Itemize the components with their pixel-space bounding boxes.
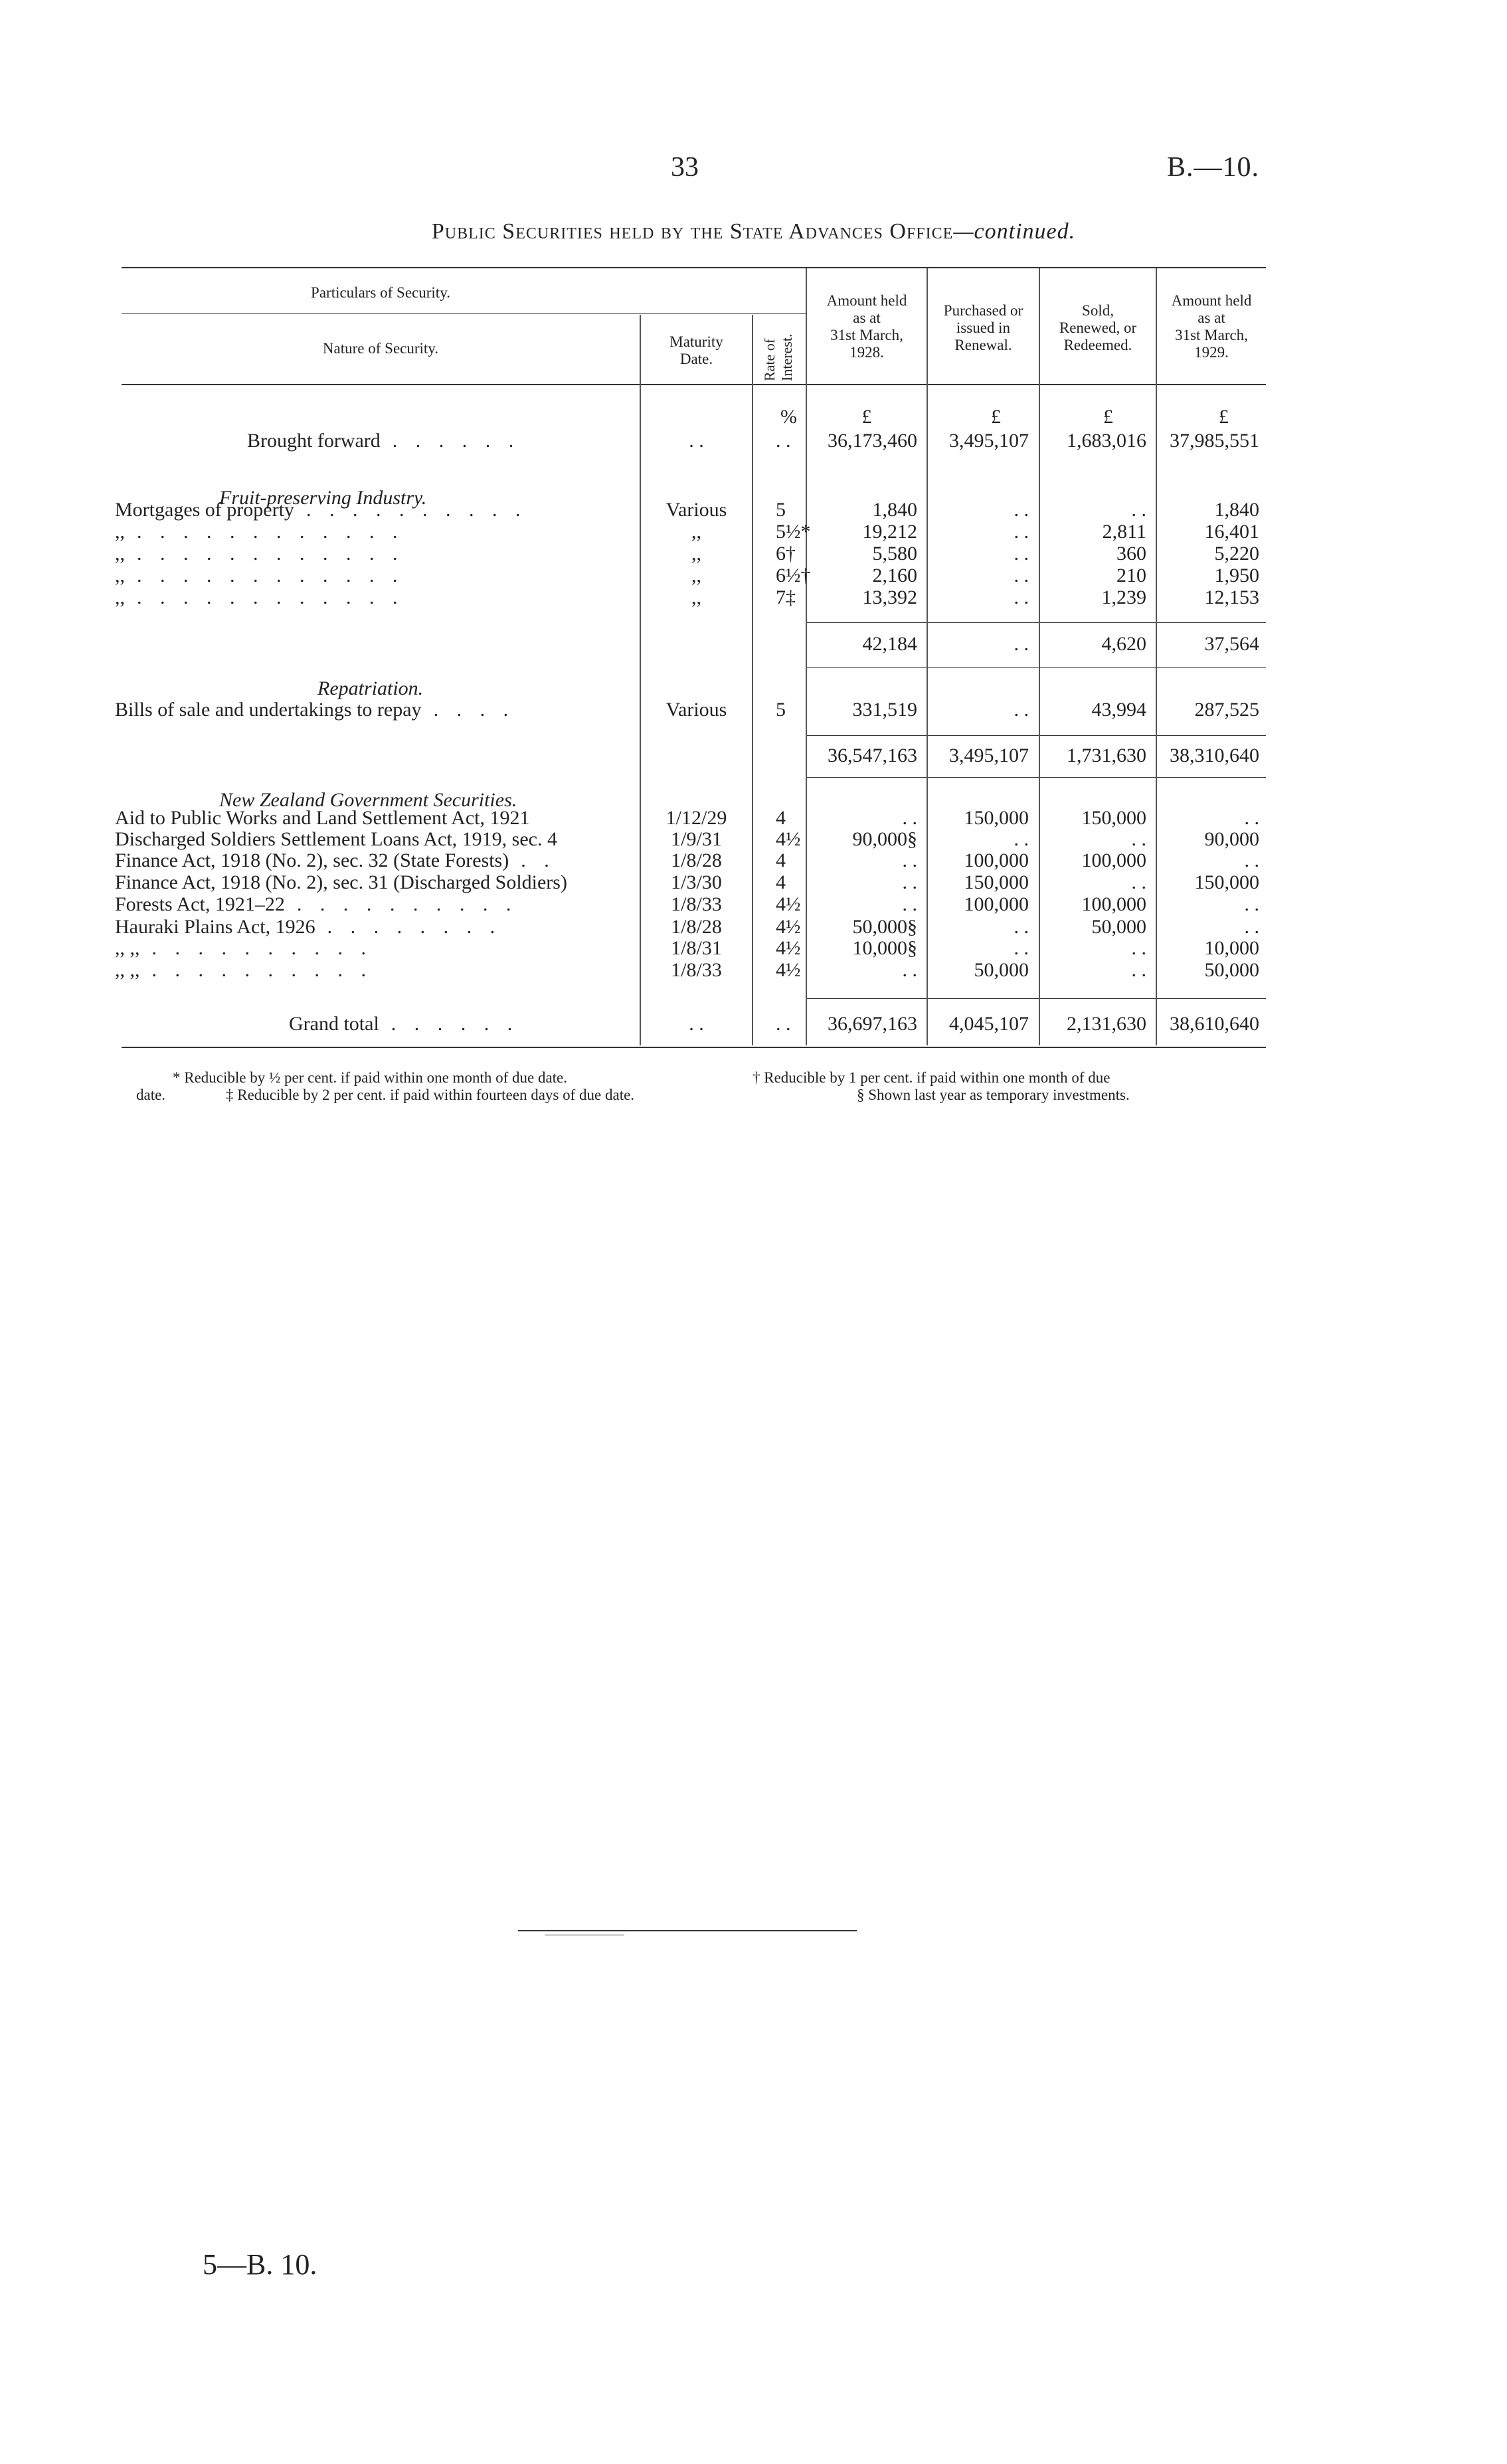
cell-held-1928: 13,392 xyxy=(862,586,917,608)
leader-dots: . . . . . . . . . . . . xyxy=(137,565,404,586)
cell-held-1928: . . xyxy=(902,893,917,915)
section-heading: New Zealand Government Securities. xyxy=(219,789,517,811)
cell-held-1929: 150,000 xyxy=(1194,871,1259,893)
cell-held-1929: 5,220 xyxy=(1214,543,1259,565)
cell-rate: 5½* xyxy=(776,521,811,543)
unit-held-1929: £ xyxy=(1219,406,1229,428)
subtotal-rule-1 xyxy=(806,622,1266,623)
header-line: 1929. xyxy=(1194,344,1229,361)
cell-maturity: ,, xyxy=(691,565,701,586)
cell-held-1929: 10,000 xyxy=(1204,937,1259,959)
leader-dots: . . xyxy=(521,849,556,871)
nature-text: Hauraki Plains Act, 1926 xyxy=(115,916,315,938)
cell-nature xyxy=(115,850,556,871)
cell-purchased: . . xyxy=(1014,828,1029,850)
cell-held-1929: . . xyxy=(1244,893,1259,915)
cell-maturity: 1/8/31 xyxy=(671,937,722,959)
cell-held-1928: 36,697,163 xyxy=(828,1013,917,1035)
document-reference: B.—10. xyxy=(1167,152,1260,183)
nature-text: ,, xyxy=(115,543,125,565)
cell-sold: . . xyxy=(1131,871,1146,893)
page-end-rule xyxy=(518,1930,857,1931)
page-number: 33 xyxy=(671,152,699,183)
cell-held-1928: 2,160 xyxy=(872,565,917,586)
cell-held-1928: 331,519 xyxy=(852,699,917,721)
nature-text: Finance Act, 1918 (No. 2), sec. 31 (Discharged Soldiers) xyxy=(115,871,567,893)
cell-held-1929: . . xyxy=(1244,849,1259,871)
cell-maturity: ,, xyxy=(691,543,701,565)
header-particulars: Particulars of Security. xyxy=(311,284,450,301)
nature-text: ,, ,, xyxy=(115,937,140,959)
leader-dots: . . . . . . . . . . . . xyxy=(137,543,404,565)
cell-rate: 4½ xyxy=(776,893,801,915)
cell-rate: . . xyxy=(776,1013,791,1035)
cell-maturity: 1/8/33 xyxy=(671,959,722,981)
section-heading: Fruit-preserving Industry. xyxy=(219,487,427,509)
header-rate-line-2: Interest. xyxy=(778,333,795,381)
cell-held-1928: . . xyxy=(902,871,917,893)
cell-rate: 5 xyxy=(776,699,786,721)
cell-purchased: . . xyxy=(1014,586,1029,608)
header-purchased xyxy=(928,302,1039,354)
cell-maturity: Various xyxy=(665,499,727,521)
nature-text: ,, ,, xyxy=(115,959,140,981)
nature-text: Forests Act, 1921–22 xyxy=(115,893,285,915)
cell-held-1929: 90,000 xyxy=(1204,828,1259,850)
cell-held-1929: 37,564 xyxy=(1204,633,1259,655)
cell-maturity: 1/9/31 xyxy=(671,828,722,850)
cell-maturity: ,, xyxy=(691,586,701,608)
cell-nature xyxy=(247,430,520,452)
cell-maturity: 1/8/33 xyxy=(671,893,722,915)
header-line: Redeemed. xyxy=(1063,337,1132,353)
cell-nature xyxy=(115,808,529,829)
nature-text: ,, xyxy=(115,565,125,586)
cell-sold: 360 xyxy=(1116,543,1146,565)
header-line: Purchased or xyxy=(943,302,1023,319)
nature-text: Grand total xyxy=(289,1013,379,1035)
cell-held-1929: 38,610,640 xyxy=(1170,1013,1259,1035)
cell-nature xyxy=(115,829,557,850)
cell-rate: 7‡ xyxy=(776,586,796,608)
title-suffix: —continued. xyxy=(953,219,1076,244)
cell-purchased: . . xyxy=(1014,937,1029,959)
header-line: as at xyxy=(1197,309,1225,326)
cell-maturity: 1/8/28 xyxy=(671,916,722,938)
cell-purchased: 4,045,107 xyxy=(949,1013,1029,1035)
header-line: 1928. xyxy=(849,344,884,361)
cell-rate: 4 xyxy=(776,849,786,871)
cell-held-1928: 90,000§ xyxy=(852,828,917,850)
cell-sold: . . xyxy=(1131,959,1146,981)
unit-purchased: £ xyxy=(991,406,1001,428)
unit-held-1928: £ xyxy=(861,406,872,428)
cell-maturity: 1/3/30 xyxy=(671,871,722,893)
cell-sold: 210 xyxy=(1116,565,1146,586)
cell-rate: 5 xyxy=(776,499,786,521)
cell-held-1928: 36,547,163 xyxy=(828,745,917,766)
cell-nature xyxy=(115,917,501,938)
cell-purchased: 150,000 xyxy=(964,807,1029,829)
header-held-1928 xyxy=(807,292,927,361)
cell-maturity: 1/12/29 xyxy=(665,807,727,829)
cell-held-1929: . . xyxy=(1244,916,1259,938)
header-line: 31st March, xyxy=(1175,327,1248,343)
leader-dots: . . . . xyxy=(433,699,515,721)
cell-held-1929: 12,153 xyxy=(1204,586,1259,608)
leader-dots: . . . . . . xyxy=(392,430,521,452)
cell-held-1929: 1,950 xyxy=(1214,565,1259,586)
cell-held-1929: 50,000 xyxy=(1204,959,1259,981)
cell-held-1928: . . xyxy=(902,849,917,871)
cell-sold: 100,000 xyxy=(1081,893,1146,915)
cell-sold: 1,731,630 xyxy=(1067,745,1146,766)
unit-rate: % xyxy=(780,406,797,428)
cell-rate: 4½ xyxy=(776,916,801,938)
leader-dots: . . . . . . xyxy=(391,1013,519,1035)
cell-purchased: 3,495,107 xyxy=(949,745,1029,766)
cell-rate: 4½ xyxy=(776,937,801,959)
leader-dots: . . . . . . . . . . xyxy=(306,499,527,521)
header-line: Amount held xyxy=(1171,292,1252,309)
cell-sold: 2,131,630 xyxy=(1067,1013,1146,1035)
cell-rate: 6½† xyxy=(776,565,811,586)
cell-purchased: 100,000 xyxy=(964,893,1029,915)
cell-held-1928: 36,173,460 xyxy=(828,430,917,452)
cell-purchased: . . xyxy=(1014,916,1029,938)
subtotal-rule-2 xyxy=(806,667,1266,668)
cell-sold: 4,620 xyxy=(1101,633,1146,655)
cell-nature xyxy=(115,894,517,915)
particulars-rule xyxy=(122,313,806,314)
nature-text: Brought forward xyxy=(247,430,381,452)
cell-maturity: ,, xyxy=(691,521,701,543)
nature-text: ,, xyxy=(115,521,125,543)
nature-text: Discharged Soldiers Settlement Loans Act, 1919, sec. 4 xyxy=(115,828,557,850)
cell-nature xyxy=(115,565,404,586)
page-title xyxy=(0,219,1507,244)
nature-text: Mortgages of property xyxy=(115,499,294,521)
cell-sold: . . xyxy=(1131,499,1146,521)
cell-sold: . . xyxy=(1131,937,1146,959)
header-line: issued in xyxy=(956,319,1011,336)
cell-held-1929: 287,525 xyxy=(1194,699,1259,721)
cell-purchased: 3,495,107 xyxy=(949,430,1029,452)
cell-held-1929: 1,840 xyxy=(1214,499,1259,521)
cell-maturity: Various xyxy=(665,699,727,721)
cell-held-1928: 42,184 xyxy=(862,633,917,655)
header-line: 31st March, xyxy=(830,327,903,343)
header-bottom-rule xyxy=(122,384,1266,385)
cell-sold: 1,683,016 xyxy=(1067,430,1146,452)
table-top-rule xyxy=(122,267,1266,268)
cell-sold: 1,239 xyxy=(1101,586,1146,608)
cell-nature xyxy=(115,521,404,543)
title-main: Public Securities held by the State Advances Office xyxy=(431,219,954,244)
table-bottom-rule xyxy=(122,1047,1266,1048)
cell-rate: 4 xyxy=(776,871,786,893)
cell-nature xyxy=(115,587,404,608)
subtotal-rule-3 xyxy=(806,735,1266,736)
header-line: as at xyxy=(853,309,881,326)
header-line: Sold, xyxy=(1082,302,1114,319)
header-line: Amount held xyxy=(826,292,907,309)
cell-purchased: 150,000 xyxy=(964,871,1029,893)
cell-held-1929: 38,310,640 xyxy=(1170,745,1259,766)
header-maturity-line: Date. xyxy=(679,351,713,367)
footnote-line-1a: * Reducible by ½ per cent. if paid within one month of due date. xyxy=(173,1069,568,1086)
leader-dots: . . . . . . . . xyxy=(327,916,502,938)
cell-held-1929: . . xyxy=(1244,807,1259,829)
cell-purchased: 100,000 xyxy=(964,849,1029,871)
header-held-1929 xyxy=(1157,292,1266,361)
cell-held-1928: . . xyxy=(902,959,917,981)
header-nature: Nature of Security. xyxy=(322,340,439,357)
footnote-line-2c: § Shown last year as temporary investments. xyxy=(857,1087,1130,1103)
cell-rate: 4 xyxy=(776,807,786,829)
footnote-line-2a: date. xyxy=(136,1087,166,1103)
header-sold xyxy=(1040,302,1156,354)
cell-maturity: 1/8/28 xyxy=(671,849,722,871)
leader-dots: . . . . . . . . . . xyxy=(151,937,373,959)
cell-sold: . . xyxy=(1131,828,1146,850)
cell-rate: 4½ xyxy=(776,828,801,850)
header-line: Renewed, or xyxy=(1059,319,1137,336)
nature-text: Aid to Public Works and Land Settlement Act, 1921 xyxy=(115,807,530,829)
nature-text: Bills of sale and undertakings to repay xyxy=(115,699,422,721)
header-rate-line-1: Rate of xyxy=(761,338,778,381)
cell-nature xyxy=(115,960,373,981)
cell-maturity: . . xyxy=(689,430,704,452)
cell-held-1928: 1,840 xyxy=(872,499,917,521)
header-line: Renewal. xyxy=(954,337,1012,353)
footnote-line-1b: † Reducible by 1 per cent. if paid within one month of due xyxy=(753,1069,1110,1086)
cell-maturity: . . xyxy=(689,1013,704,1035)
nature-text: Finance Act, 1918 (No. 2), sec. 32 (State Forests) xyxy=(115,849,509,871)
cell-held-1929: 16,401 xyxy=(1204,521,1259,543)
cell-nature xyxy=(115,543,404,565)
footnote-line-2b: ‡ Reducible by 2 per cent. if paid within fourteen days of due date. xyxy=(226,1087,635,1103)
cell-sold: 50,000 xyxy=(1091,916,1146,938)
section-heading: Repatriation. xyxy=(317,677,424,699)
cell-purchased: . . xyxy=(1014,699,1029,721)
cell-purchased: . . xyxy=(1014,543,1029,565)
cell-rate: . . xyxy=(776,430,791,452)
cell-nature xyxy=(115,499,527,521)
nature-text: ,, xyxy=(115,586,125,608)
leader-dots: . . . . . . . . . . xyxy=(296,893,518,915)
cell-nature xyxy=(115,699,515,721)
page-signature: 5—B. 10. xyxy=(203,2248,317,2281)
grand-total-rule xyxy=(806,998,1266,999)
cell-purchased: . . xyxy=(1014,521,1029,543)
cell-held-1928: . . xyxy=(902,807,917,829)
col-rule-rate xyxy=(752,315,753,1045)
cell-held-1928: 5,580 xyxy=(872,543,917,565)
cell-purchased: . . xyxy=(1014,565,1029,586)
cell-rate: 6† xyxy=(776,543,796,565)
cell-purchased: 50,000 xyxy=(974,959,1029,981)
cell-held-1928: 50,000§ xyxy=(852,916,917,938)
cell-sold: 2,811 xyxy=(1102,521,1146,543)
cell-sold: 150,000 xyxy=(1081,807,1146,829)
header-maturity-line: Maturity xyxy=(669,333,723,350)
cell-nature xyxy=(115,938,373,959)
header-maturity xyxy=(641,333,752,368)
cell-held-1928: 10,000§ xyxy=(852,937,917,959)
unit-sold: £ xyxy=(1103,406,1113,428)
cell-held-1928: 19,212 xyxy=(862,521,917,543)
cell-sold: 100,000 xyxy=(1081,849,1146,871)
cell-purchased: . . xyxy=(1014,499,1029,521)
subtotal-rule-4 xyxy=(806,777,1266,778)
cell-nature xyxy=(115,872,567,893)
cell-purchased: . . xyxy=(1014,633,1029,655)
cell-sold: 43,994 xyxy=(1091,699,1146,721)
cell-nature xyxy=(289,1013,519,1035)
leader-dots: . . . . . . . . . . . . xyxy=(137,521,404,543)
cell-held-1929: 37,985,551 xyxy=(1170,430,1259,452)
leader-dots: . . . . . . . . . . . . xyxy=(137,586,404,608)
cell-rate: 4½ xyxy=(776,959,801,981)
leader-dots: . . . . . . . . . . xyxy=(151,959,373,981)
